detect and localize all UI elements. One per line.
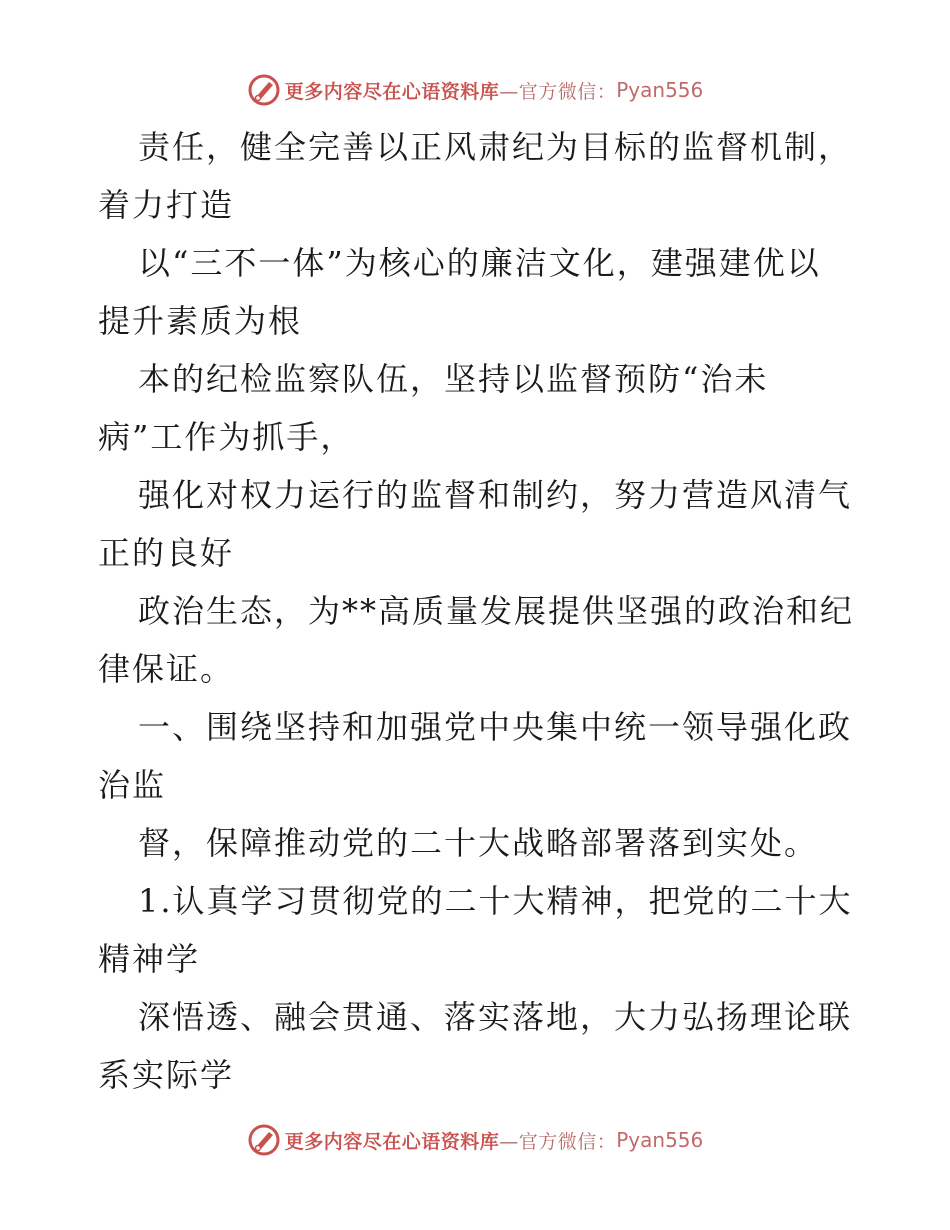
text-line: 深悟透、融会贯通、落实落地，大力弘扬理论联 [138, 998, 853, 1036]
brand-logo-icon [247, 1123, 281, 1157]
text-line: 正的良好 [98, 534, 235, 572]
text-line: 病”工作为抓手， [98, 418, 355, 456]
text-line: 系实际学 [98, 1056, 235, 1094]
text-line: 1.认真学习贯彻党的二十大精神，把党的二十大 [138, 882, 853, 920]
brand-logo-icon [247, 73, 281, 107]
watermark-separator-text: —官方微信： [499, 1130, 617, 1153]
text-line: 督，保障推动党的二十大战略部署落到实处。 [138, 824, 819, 862]
text-line: 以“三不一体”为核心的廉洁文化，建强建优以 [138, 244, 821, 282]
watermark-main-text: 更多内容尽在心语资料库 [284, 1130, 500, 1153]
text-line: 着力打造 [98, 186, 235, 224]
text-line: 律保证。 [98, 650, 235, 688]
watermark-wechat-id: Pyan556 [616, 1128, 704, 1152]
text-line: 精神学 [98, 940, 201, 978]
text-line: 政治生态，为**高质量发展提供坚强的政治和纪 [138, 592, 855, 630]
text-line: 责任，健全完善以正风肃纪为目标的监督机制， [138, 128, 853, 166]
header-watermark [0, 70, 950, 110]
watermark-separator-text: —官方微信： [499, 80, 617, 103]
text-line: 一、围绕坚持和加强党中央集中统一领导强化政 [138, 708, 853, 746]
text-line: 本的纪检监察队伍，坚持以监督预防“治未 [138, 360, 769, 398]
watermark-wechat-id: Pyan556 [616, 78, 704, 102]
document-body [98, 118, 858, 1104]
text-line: 强化对权力运行的监督和制约，努力营造风清气 [138, 476, 853, 514]
watermark-main-text: 更多内容尽在心语资料库 [284, 80, 500, 103]
text-line: 提升素质为根 [98, 302, 303, 340]
footer-watermark [0, 1120, 950, 1160]
text-line: 治监 [98, 766, 167, 804]
